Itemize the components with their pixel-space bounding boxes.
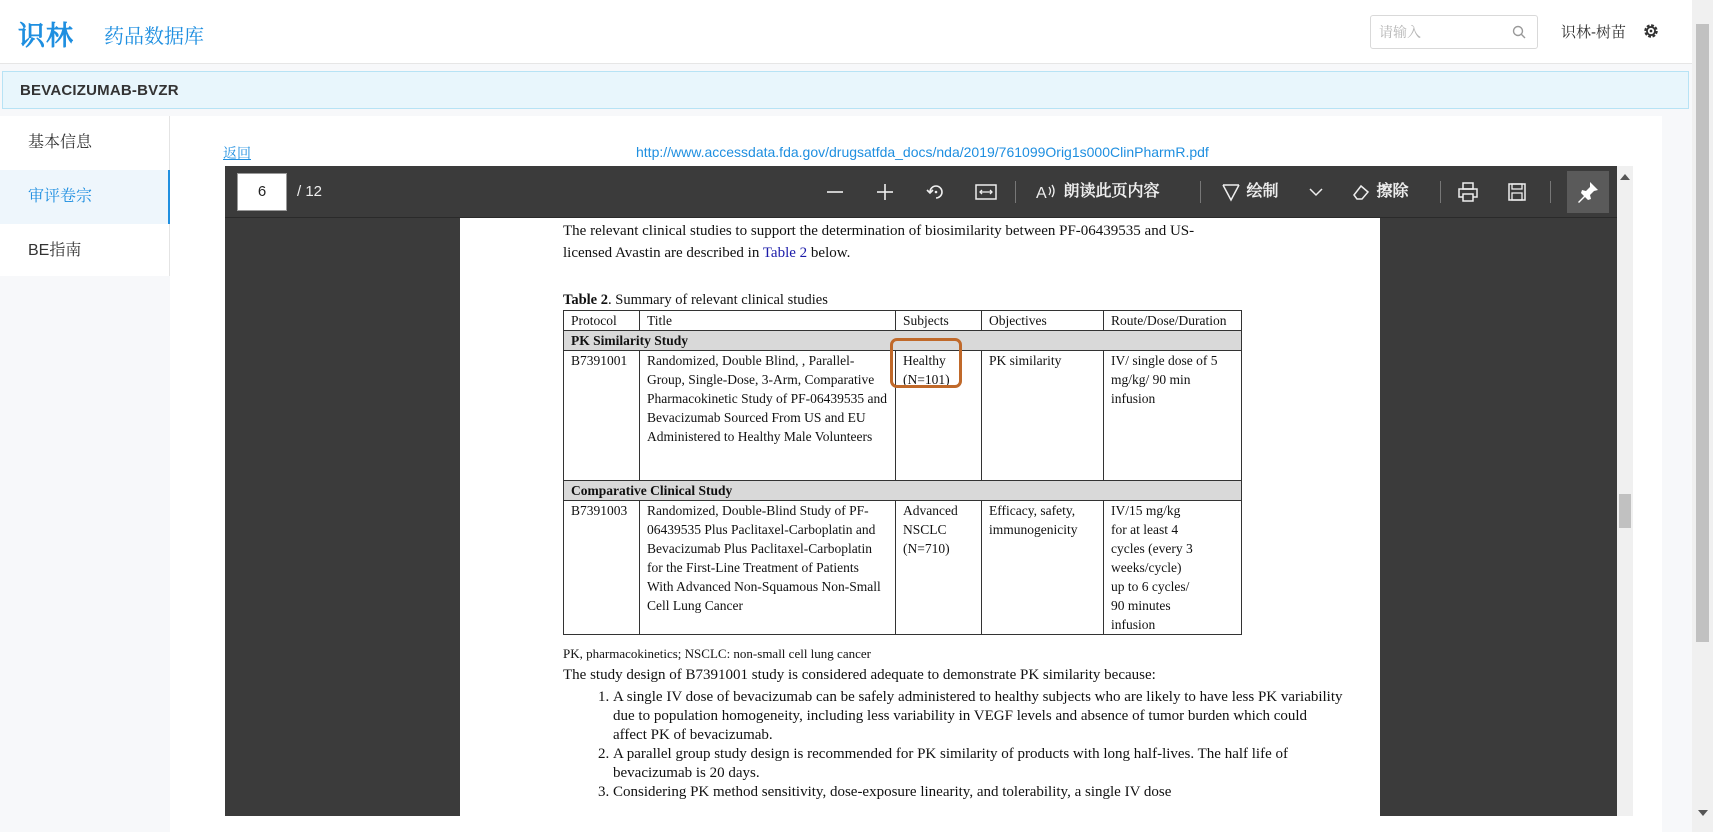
route-line: infusion — [1111, 617, 1156, 632]
page-total: / 12 — [297, 183, 323, 200]
table-caption — [563, 292, 828, 309]
subjects-line: (N=710) — [903, 541, 950, 556]
pin-icon — [1567, 171, 1609, 213]
th-subjects: Subjects — [896, 311, 982, 331]
intro-paragraph — [563, 220, 1343, 264]
back-link[interactable]: 返回 — [223, 145, 251, 161]
section-pk-similarity: PK Similarity Study — [564, 331, 1242, 351]
erase-button[interactable] — [1350, 178, 1408, 206]
highlight-annotation[interactable] — [890, 338, 962, 388]
scroll-down-icon[interactable] — [1698, 810, 1708, 816]
intro-text-end: below. — [807, 245, 851, 261]
table-section-row — [564, 481, 1242, 501]
table-row — [564, 501, 1242, 635]
subjects-line: (N=101) — [903, 372, 950, 387]
rotate-button[interactable] — [925, 178, 947, 206]
cell-route — [1104, 501, 1242, 635]
th-protocol: Protocol — [564, 311, 640, 331]
subjects-line: Advanced — [903, 503, 958, 518]
plus-icon — [875, 182, 895, 202]
cell-title: Randomized, Double-Blind Study of PF-06439535 Plus Paclitaxel-Carboplatin and Bevacizumab Plus Paclitaxel-Carboplatin for the First-Line Treatment of Patients With Advanced Non-Squamous Non-Small Cell Lung Cancer — [640, 501, 896, 635]
chevron-down-icon — [1308, 184, 1324, 200]
table-caption-label: Table 2 — [563, 292, 608, 308]
pdf-page — [460, 218, 1380, 816]
save-button[interactable] — [1507, 178, 1527, 206]
toolbar-divider — [1550, 181, 1551, 203]
th-route: Route/Dose/Duration — [1104, 311, 1242, 331]
table-2-link[interactable]: Table 2 — [762, 245, 808, 261]
draw-button[interactable] — [1220, 178, 1278, 206]
search-input[interactable] — [1379, 22, 1509, 42]
gear-icon[interactable] — [1642, 22, 1660, 40]
route-line: cycles (every 3 — [1111, 541, 1193, 556]
intro-text: licensed Avastin are described in — [563, 245, 763, 261]
toolbar-divider — [1440, 181, 1441, 203]
user-name[interactable]: 识林-树苗 — [1561, 24, 1626, 41]
print-button[interactable] — [1457, 178, 1479, 206]
page-scrollbar-thumb[interactable] — [1696, 24, 1709, 642]
list-item: 1. A single IV dose of bevacizumab can be safely administered to healthy subjects who are likely to have less PK variability due to population homogeneity, including less variability in VEGF levels and absence of tumor burden which could affect PK of bevacizumab. — [613, 688, 1343, 745]
cell-subjects — [896, 501, 982, 635]
draw-label: 绘制 — [1246, 183, 1279, 200]
toolbar-divider — [1200, 181, 1201, 203]
pin-toolbar-button[interactable] — [1567, 171, 1609, 213]
read-aloud-label: 朗读此页内容 — [1063, 183, 1160, 200]
th-title: Title — [640, 311, 896, 331]
intro-line-2 — [563, 242, 1343, 264]
page-scrollbar[interactable] — [1692, 0, 1713, 832]
eraser-icon — [1350, 181, 1372, 203]
reasons-list — [563, 688, 1343, 802]
pdf-url-link[interactable]: http://www.accessdata.fda.gov/drugsatfda_docs/nda/2019/761099Orig1s000ClinPharmR.pdf — [636, 144, 1209, 160]
read-aloud-button[interactable] — [1035, 178, 1159, 206]
list-item: 3. Considering PK method sensitivity, dose-exposure linearity, and tolerability, a single IV dose — [613, 783, 1343, 802]
draw-icon — [1220, 181, 1242, 203]
brand-logo[interactable]: 识林 — [18, 21, 74, 51]
page-number-input[interactable]: 6 — [237, 173, 287, 211]
pdf-toolbar — [225, 166, 1617, 218]
scroll-up-icon[interactable] — [1620, 174, 1630, 180]
th-objectives: Objectives — [982, 311, 1104, 331]
save-icon — [1507, 182, 1527, 202]
section-comparative-clinical: Comparative Clinical Study — [564, 481, 1242, 501]
rotate-icon — [925, 181, 947, 203]
zoom-out-button[interactable] — [825, 178, 845, 206]
route-line: weeks/cycle) — [1111, 560, 1182, 575]
cell-objectives: PK similarity — [982, 351, 1104, 481]
table-caption-text: . Summary of relevant clinical studies — [608, 292, 828, 308]
route-line: 90 minutes — [1111, 598, 1171, 613]
subjects-line: Healthy — [903, 353, 946, 368]
sidebar-item-basic-info[interactable]: 基本信息 — [28, 134, 93, 151]
read-aloud-icon — [1035, 181, 1059, 203]
pdf-scrollbar[interactable] — [1617, 166, 1633, 816]
sidebar-item-be-guidance[interactable]: BE指南 — [28, 242, 82, 259]
search-icon[interactable] — [1511, 24, 1527, 40]
zoom-in-button[interactable] — [875, 178, 895, 206]
drug-name: BEVACIZUMAB-BVZR — [20, 82, 179, 99]
app-title[interactable]: 药品数据库 — [104, 26, 204, 48]
print-icon — [1457, 181, 1479, 203]
table-footnote: PK, pharmacokinetics; NSCLC: non-small cell lung cancer — [563, 646, 871, 661]
minus-icon — [825, 182, 845, 202]
cell-protocol: B7391001 — [564, 351, 640, 481]
cell-objectives: Efficacy, safety, immunogenicity — [982, 501, 1104, 635]
search-box[interactable] — [1370, 15, 1538, 49]
subjects-line: NSCLC — [903, 522, 947, 537]
cell-route: IV/ single dose of 5 mg/kg/ 90 min infusion — [1104, 351, 1242, 481]
fit-width-icon — [975, 182, 997, 202]
draw-options-dropdown[interactable] — [1308, 178, 1324, 206]
pdf-scrollbar-thumb[interactable] — [1619, 494, 1631, 528]
drug-name-bar — [2, 71, 1689, 109]
route-line: IV/15 mg/kg — [1111, 503, 1181, 518]
fit-width-button[interactable] — [975, 178, 997, 206]
list-item: 2. A parallel group study design is recommended for PK similarity of products with long half-lives. The half life of bevacizumab is 20 days. — [613, 745, 1343, 783]
pdf-viewer — [225, 166, 1617, 816]
toolbar-divider — [1015, 181, 1016, 203]
erase-label: 擦除 — [1376, 183, 1409, 200]
svg-text:A: A — [1036, 184, 1047, 202]
top-header — [0, 0, 1713, 64]
sidebar — [0, 116, 170, 276]
design-intro: The study design of B7391001 study is considered adequate to demonstrate PK similarity because: — [563, 667, 1156, 683]
cell-title: Randomized, Double Blind, , Parallel-Group, Single-Dose, 3-Arm, Comparative Pharmacokinetic Study of PF-06439535 and Bevacizumab Sourced From US and EU Administered to Healthy Male Volunteers — [640, 351, 896, 481]
intro-line-1: The relevant clinical studies to support the determination of biosimilarity between PF-06439535 and US- — [563, 223, 1195, 239]
route-line: for at least 4 — [1111, 522, 1179, 537]
cell-protocol: B7391003 — [564, 501, 640, 635]
sidebar-item-review-files[interactable]: 审评卷宗 — [0, 170, 170, 224]
route-line: up to 6 cycles/ — [1111, 579, 1190, 594]
table-header-row — [564, 311, 1242, 331]
